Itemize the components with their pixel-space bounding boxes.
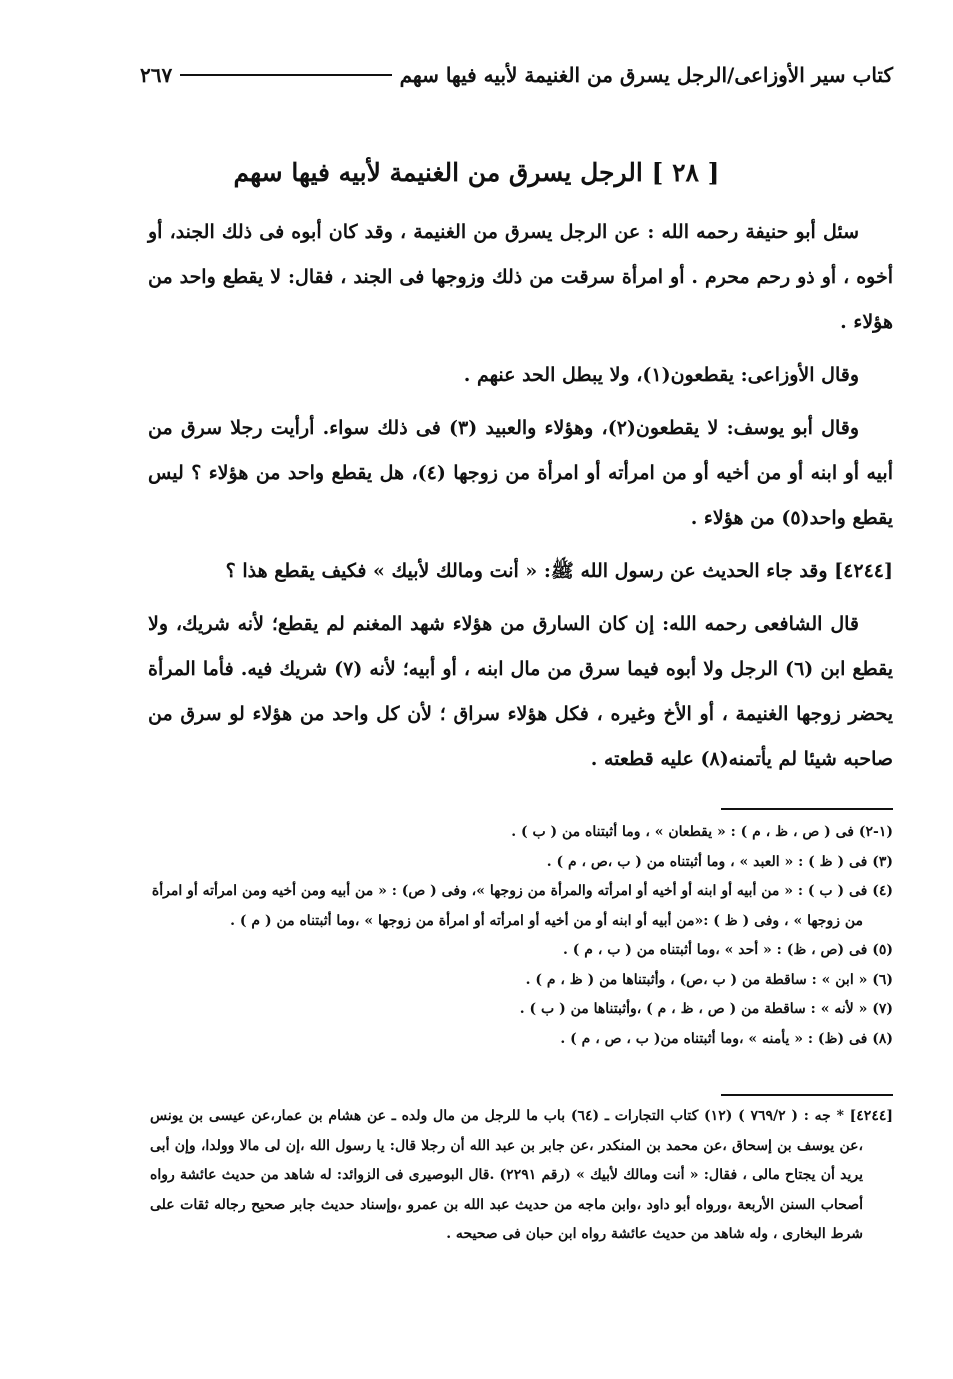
paragraph-shafii: قال الشافعى رحمه الله: إن كان السارق من هؤلاء شهد المغنم لم يقطع؛ لأنه شريك، ولا يقطع ابن (٦) الرجل ولا أبوه فيما سرق من مال ابنه ، أو أبيه؛ لأنه (٧) شريك فيه. فأما المرأة يحضر زوجها الغنيمة ، أو الأخ وغيره ، فكل هؤلاء سراق ؛ لأن كل واحد من هؤلاء لو سرق من صاحبه شيئا لم يأتمنه(٨) عليه قطعته . [148, 613, 893, 770]
paragraph-awzai: وقال الأوزاعى: يقطعون(١)، ولا يبطل الحد عنهم . [463, 364, 859, 386]
footnotes [150, 818, 893, 1054]
chapter-heading: [ ٢٨ ] الرجل يسرق من الغنيمة لأبيه فيها سهم [233, 158, 720, 187]
footnote-8: (٨) فى (ظ) : « يأمنه » ،وما أثبتناه من( ب ، ص ، م ) . [560, 1030, 893, 1047]
footnote-5: (٥) فى (ص ، ظ) : « أحد » ،وما أثبتناه من ( ب ، م ) . [563, 942, 893, 958]
footnote-7: (٧) « لأنه » : ساقطة من ( ص ، ظ ، م ) ،وأثبتناها من ( ب ) . [519, 1001, 893, 1017]
running-title: كتاب سير الأوزاعى/الرجل يسرق من الغنيمة لأبيه فيها سهم [399, 63, 893, 87]
paragraph-abu-yusuf: وقال أبو يوسف: لا يقطعون(٢)، وهؤلاء والعبيد (٣) فى ذلك سواء. أرأيت رجلا سرق من أبيه أو ابنه أو من أخيه أو من امرأته أو امرأة من زوجها (٤)، هل يقطع واحد من هؤلاء ؟ ليس يقطع واحد(٥) من هؤلاء . [148, 417, 893, 529]
paragraph-abu-hanifa: سئل أبو حنيفة رحمه الله : عن الرجل يسرق من الغنيمة ، وقد كان أبوه فى ذلك الجند، أو أخوه ، أو ذو رحم محرم . أو امرأة سرقت من ذلك وزوجها فى الجند ، فقال: لا يقطع واحد من هؤلاء . [148, 221, 893, 333]
footnote-4: (٤) فى ( ب ) : « من أبيه أو ابنه أو أخيه أو امرأته والمرأة من زوجها »، وفى ( ص) : « من أبيه ومن أخيه ومن امرأته أو امرأة من زوجها » ، وفى ( ظ ) :«من أبيه أو ابنه أو من أخيه أو امرأته أو امرأة من زوجها » ،وما أثبتناه من ( م ) . [151, 883, 893, 929]
running-header [140, 58, 893, 92]
paragraph-hadith: [٤٢٤٤] وقد جاء الحديث عن رسول الله ﷺ: « أنت ومالك لأبيك » فكيف يقطع هذا ؟ [225, 560, 893, 582]
footnote-3: (٣) فى ( ظ ) : « العبد » ، وما أثبتناه من ( ب ،ص ، م ) . [546, 853, 893, 870]
footnote-1-2: (١-٢) فى ( ص ، ظ ، م ) : « يقطعان » ، وما أثبتناه من ( ب ) . [511, 824, 893, 840]
page-number: ٢٦٧ [140, 63, 173, 87]
header-rule [180, 74, 391, 76]
takhrij-rule [721, 1094, 893, 1096]
footnote-6: (٦) « ابن » : ساقطة من ( ب ،ص) ، وأثبتناها من ( ظ ، م ) . [525, 971, 893, 988]
hadith-takhrij-note: [٤٢٤٤] * جه : ( ٧٦٩/٢ ) (١٢) كتاب التجارات ـ (٦٤) باب ما للرجل من مال ولده ـ عن هشام بن عمار،عن عيسى بن يونس ،عن يوسف بن إسحاق ،عن محمد بن المنكدر ،عن جابر بن عبد الله أن رجلا قال: يا رسول الله ،إن لى مالا وولدا، وإن أبى يريد أن يجتاح مالى ، فقال: « أنت ومالك لأبيك » (رقم ٢٢٩١) .قال البوصيرى فى الزوائد: له شاهد من حديث عائشة رواه أصحاب السنن الأربعة ،ورواه أبو داود ،وابن ماجه من حديث عبد الله بن عمرو ،وإسناد حديث جابر صحيح رجاله ثقات على شرط البخارى ، وله شاهد من حديث عائشة رواه ابن حبان فى صحيحه . [150, 1108, 893, 1242]
footnote-rule [721, 808, 893, 810]
main-text [148, 210, 893, 790]
